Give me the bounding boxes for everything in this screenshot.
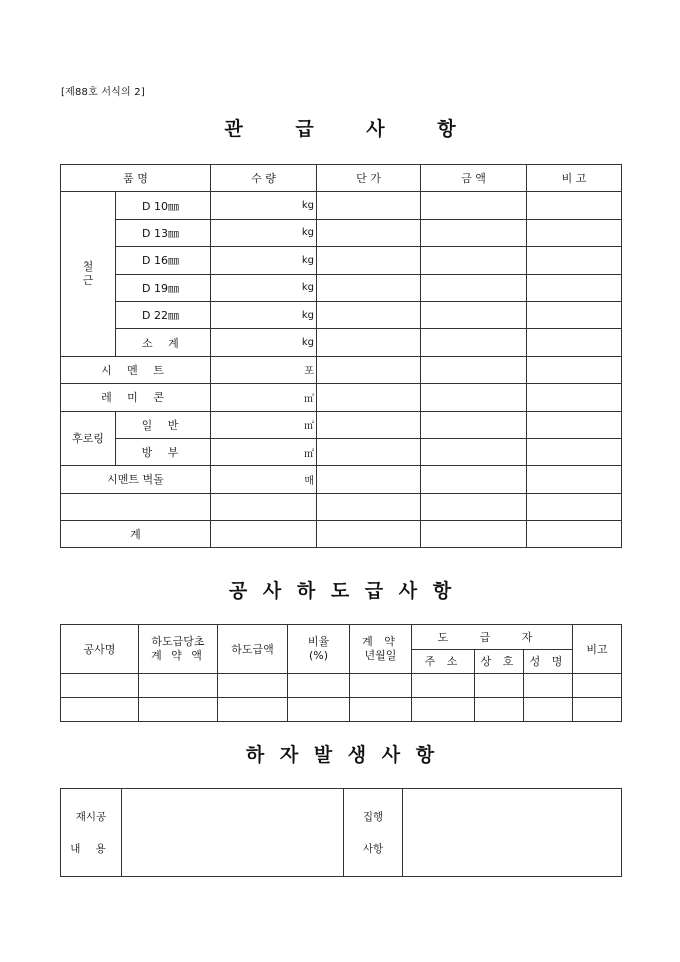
remarks-cell[interactable]: [527, 247, 622, 274]
quantity-cell[interactable]: [211, 521, 317, 548]
table-row: [61, 329, 622, 356]
remarks-cell[interactable]: [527, 329, 622, 356]
remicon-label: 레 미 콘: [61, 384, 211, 411]
remarks-cell[interactable]: [527, 466, 622, 493]
unit-price-cell[interactable]: [317, 219, 421, 246]
blank-item-cell[interactable]: [61, 493, 211, 520]
amount-cell[interactable]: [421, 301, 527, 328]
quantity-cell[interactable]: ㎡: [211, 411, 317, 438]
execution-content-cell[interactable]: [403, 789, 622, 877]
unit-price-cell[interactable]: [317, 384, 421, 411]
ratio-line2: (%): [308, 649, 329, 662]
amount-cell[interactable]: [421, 192, 527, 219]
amount-cell[interactable]: [421, 493, 527, 520]
unit-price-cell[interactable]: [317, 438, 421, 465]
header-ratio: [288, 625, 350, 674]
header-initial-contract-amount: [139, 625, 218, 674]
quantity-cell[interactable]: 포: [211, 356, 317, 383]
quantity-cell[interactable]: kg: [211, 247, 317, 274]
header-person-name: 성 명: [524, 650, 573, 674]
unit-price-cell[interactable]: [317, 247, 421, 274]
amount-cell[interactable]: [421, 438, 527, 465]
subcontract-table: [60, 624, 622, 722]
quantity-cell[interactable]: ㎥: [211, 384, 317, 411]
table-row: [61, 384, 622, 411]
redo-line2: 내 용: [70, 843, 112, 855]
address-cell[interactable]: [412, 698, 475, 722]
table-row: [61, 674, 622, 698]
project-name-cell[interactable]: [61, 698, 139, 722]
defect-row: [61, 789, 622, 877]
defect-section-title: 하 자 발 생 사 항: [245, 744, 435, 766]
contract-date-line2: 년월일: [364, 649, 397, 662]
company-cell[interactable]: [475, 674, 524, 698]
amount-cell[interactable]: [421, 411, 527, 438]
contract-date-cell[interactable]: [350, 698, 412, 722]
supply-header-row: [61, 165, 622, 192]
table-row: [61, 411, 622, 438]
remarks-cell[interactable]: [527, 384, 622, 411]
table-row: [61, 438, 622, 465]
table-row: [61, 192, 622, 219]
remarks-cell[interactable]: [573, 698, 622, 722]
amount-cell[interactable]: [421, 356, 527, 383]
amount-cell[interactable]: [421, 384, 527, 411]
remarks-cell[interactable]: [527, 438, 622, 465]
unit-price-cell[interactable]: [317, 493, 421, 520]
rebar-item-name: D 22㎜: [116, 301, 211, 328]
quantity-cell[interactable]: kg: [211, 219, 317, 246]
header-address: 주 소: [412, 650, 475, 674]
initial-amount-cell[interactable]: [139, 674, 218, 698]
company-cell[interactable]: [475, 698, 524, 722]
sub-amount-cell[interactable]: [218, 674, 288, 698]
unit-price-cell[interactable]: [317, 192, 421, 219]
unit-price-cell[interactable]: [317, 329, 421, 356]
person-name-cell[interactable]: [524, 674, 573, 698]
unit-price-cell[interactable]: [317, 356, 421, 383]
contract-date-cell[interactable]: [350, 674, 412, 698]
table-row-blank: [61, 493, 622, 520]
contract-date-line1: 계 약: [362, 635, 399, 648]
rebar-group-line1: 철: [82, 260, 94, 274]
brick-label: 시멘트 벽돌: [61, 466, 211, 493]
header-amount: 금 액: [421, 165, 527, 192]
quantity-cell[interactable]: kg: [211, 192, 317, 219]
remarks-cell[interactable]: [573, 674, 622, 698]
redo-label: [61, 789, 122, 877]
flooring-item-name: 방 부: [116, 438, 211, 465]
subcontract-section-title: 공 사 하 도 급 사 항: [228, 580, 452, 602]
table-row: [61, 356, 622, 383]
rebar-group-line2: 근: [82, 274, 94, 288]
table-row: [61, 247, 622, 274]
exec-line2: 사항: [362, 843, 384, 855]
unit-price-cell[interactable]: [317, 466, 421, 493]
remarks-cell[interactable]: [527, 356, 622, 383]
ratio-cell[interactable]: [288, 698, 350, 722]
rebar-item-name: D 16㎜: [116, 247, 211, 274]
header-company: 상 호: [475, 650, 524, 674]
amount-cell[interactable]: [421, 521, 527, 548]
header-project-name: 공사명: [61, 625, 139, 674]
quantity-cell[interactable]: [211, 493, 317, 520]
rebar-item-name: D 19㎜: [116, 274, 211, 301]
address-cell[interactable]: [412, 674, 475, 698]
quantity-cell[interactable]: 매: [211, 466, 317, 493]
redo-content-cell[interactable]: [122, 789, 344, 877]
amount-cell[interactable]: [421, 466, 527, 493]
table-row: [61, 274, 622, 301]
remarks-cell[interactable]: [527, 219, 622, 246]
flooring-group-label: 후로링: [61, 411, 116, 466]
header-subcontract-amount: 하도급액: [218, 625, 288, 674]
exec-line1: 집행: [362, 811, 384, 823]
remarks-cell[interactable]: [527, 301, 622, 328]
unit-price-cell[interactable]: [317, 274, 421, 301]
header-remarks: 비 고: [527, 165, 622, 192]
remarks-cell[interactable]: [527, 274, 622, 301]
redo-line1: 재시공: [75, 811, 107, 823]
header-contractor: 도 급 자: [412, 625, 573, 650]
remarks-cell[interactable]: [527, 411, 622, 438]
form-number-label: [제88호 서식의 2]: [61, 87, 145, 98]
sub-amount-cell[interactable]: [218, 698, 288, 722]
ratio-line1: 비율: [307, 635, 330, 648]
header-contract-date: [350, 625, 412, 674]
flooring-item-name: 일 반: [116, 411, 211, 438]
header-unit-price: 단 가: [317, 165, 421, 192]
cement-label: 시 멘 트: [61, 356, 211, 383]
unit-price-cell[interactable]: [317, 301, 421, 328]
header-remarks: 비고: [573, 625, 622, 674]
execution-label: [344, 789, 403, 877]
unit-price-cell[interactable]: [317, 521, 421, 548]
table-row: [61, 698, 622, 722]
person-name-cell[interactable]: [524, 698, 573, 722]
quantity-cell[interactable]: kg: [211, 301, 317, 328]
rebar-group-label: [61, 192, 116, 356]
initial-amount-cell[interactable]: [139, 698, 218, 722]
remarks-cell[interactable]: [527, 521, 622, 548]
quantity-cell[interactable]: kg: [211, 329, 317, 356]
subcontract-header-row-1: [61, 625, 622, 650]
remarks-cell[interactable]: [527, 493, 622, 520]
table-row-total: [61, 521, 622, 548]
supply-table: [60, 164, 622, 548]
table-row: [61, 219, 622, 246]
quantity-cell[interactable]: ㎡: [211, 438, 317, 465]
quantity-cell[interactable]: kg: [211, 274, 317, 301]
amount-cell[interactable]: [421, 219, 527, 246]
rebar-item-name: D 10㎜: [116, 192, 211, 219]
rebar-item-name: D 13㎜: [116, 219, 211, 246]
project-name-cell[interactable]: [61, 674, 139, 698]
table-row: [61, 466, 622, 493]
rebar-subtotal-label: 소 계: [116, 329, 211, 356]
header-quantity: 수 량: [211, 165, 317, 192]
amount-cell[interactable]: [421, 247, 527, 274]
initial-amount-line1: 하도급당초: [151, 635, 205, 648]
total-label: 계: [61, 521, 211, 548]
initial-amount-line2: 계 약 액: [151, 649, 205, 662]
ratio-cell[interactable]: [288, 674, 350, 698]
defect-table: [60, 788, 622, 877]
amount-cell[interactable]: [421, 274, 527, 301]
remarks-cell[interactable]: [527, 192, 622, 219]
unit-price-cell[interactable]: [317, 411, 421, 438]
amount-cell[interactable]: [421, 329, 527, 356]
header-item-name: 품 명: [61, 165, 211, 192]
table-row: [61, 301, 622, 328]
supply-section-title: 관 급 사 항: [224, 118, 456, 140]
